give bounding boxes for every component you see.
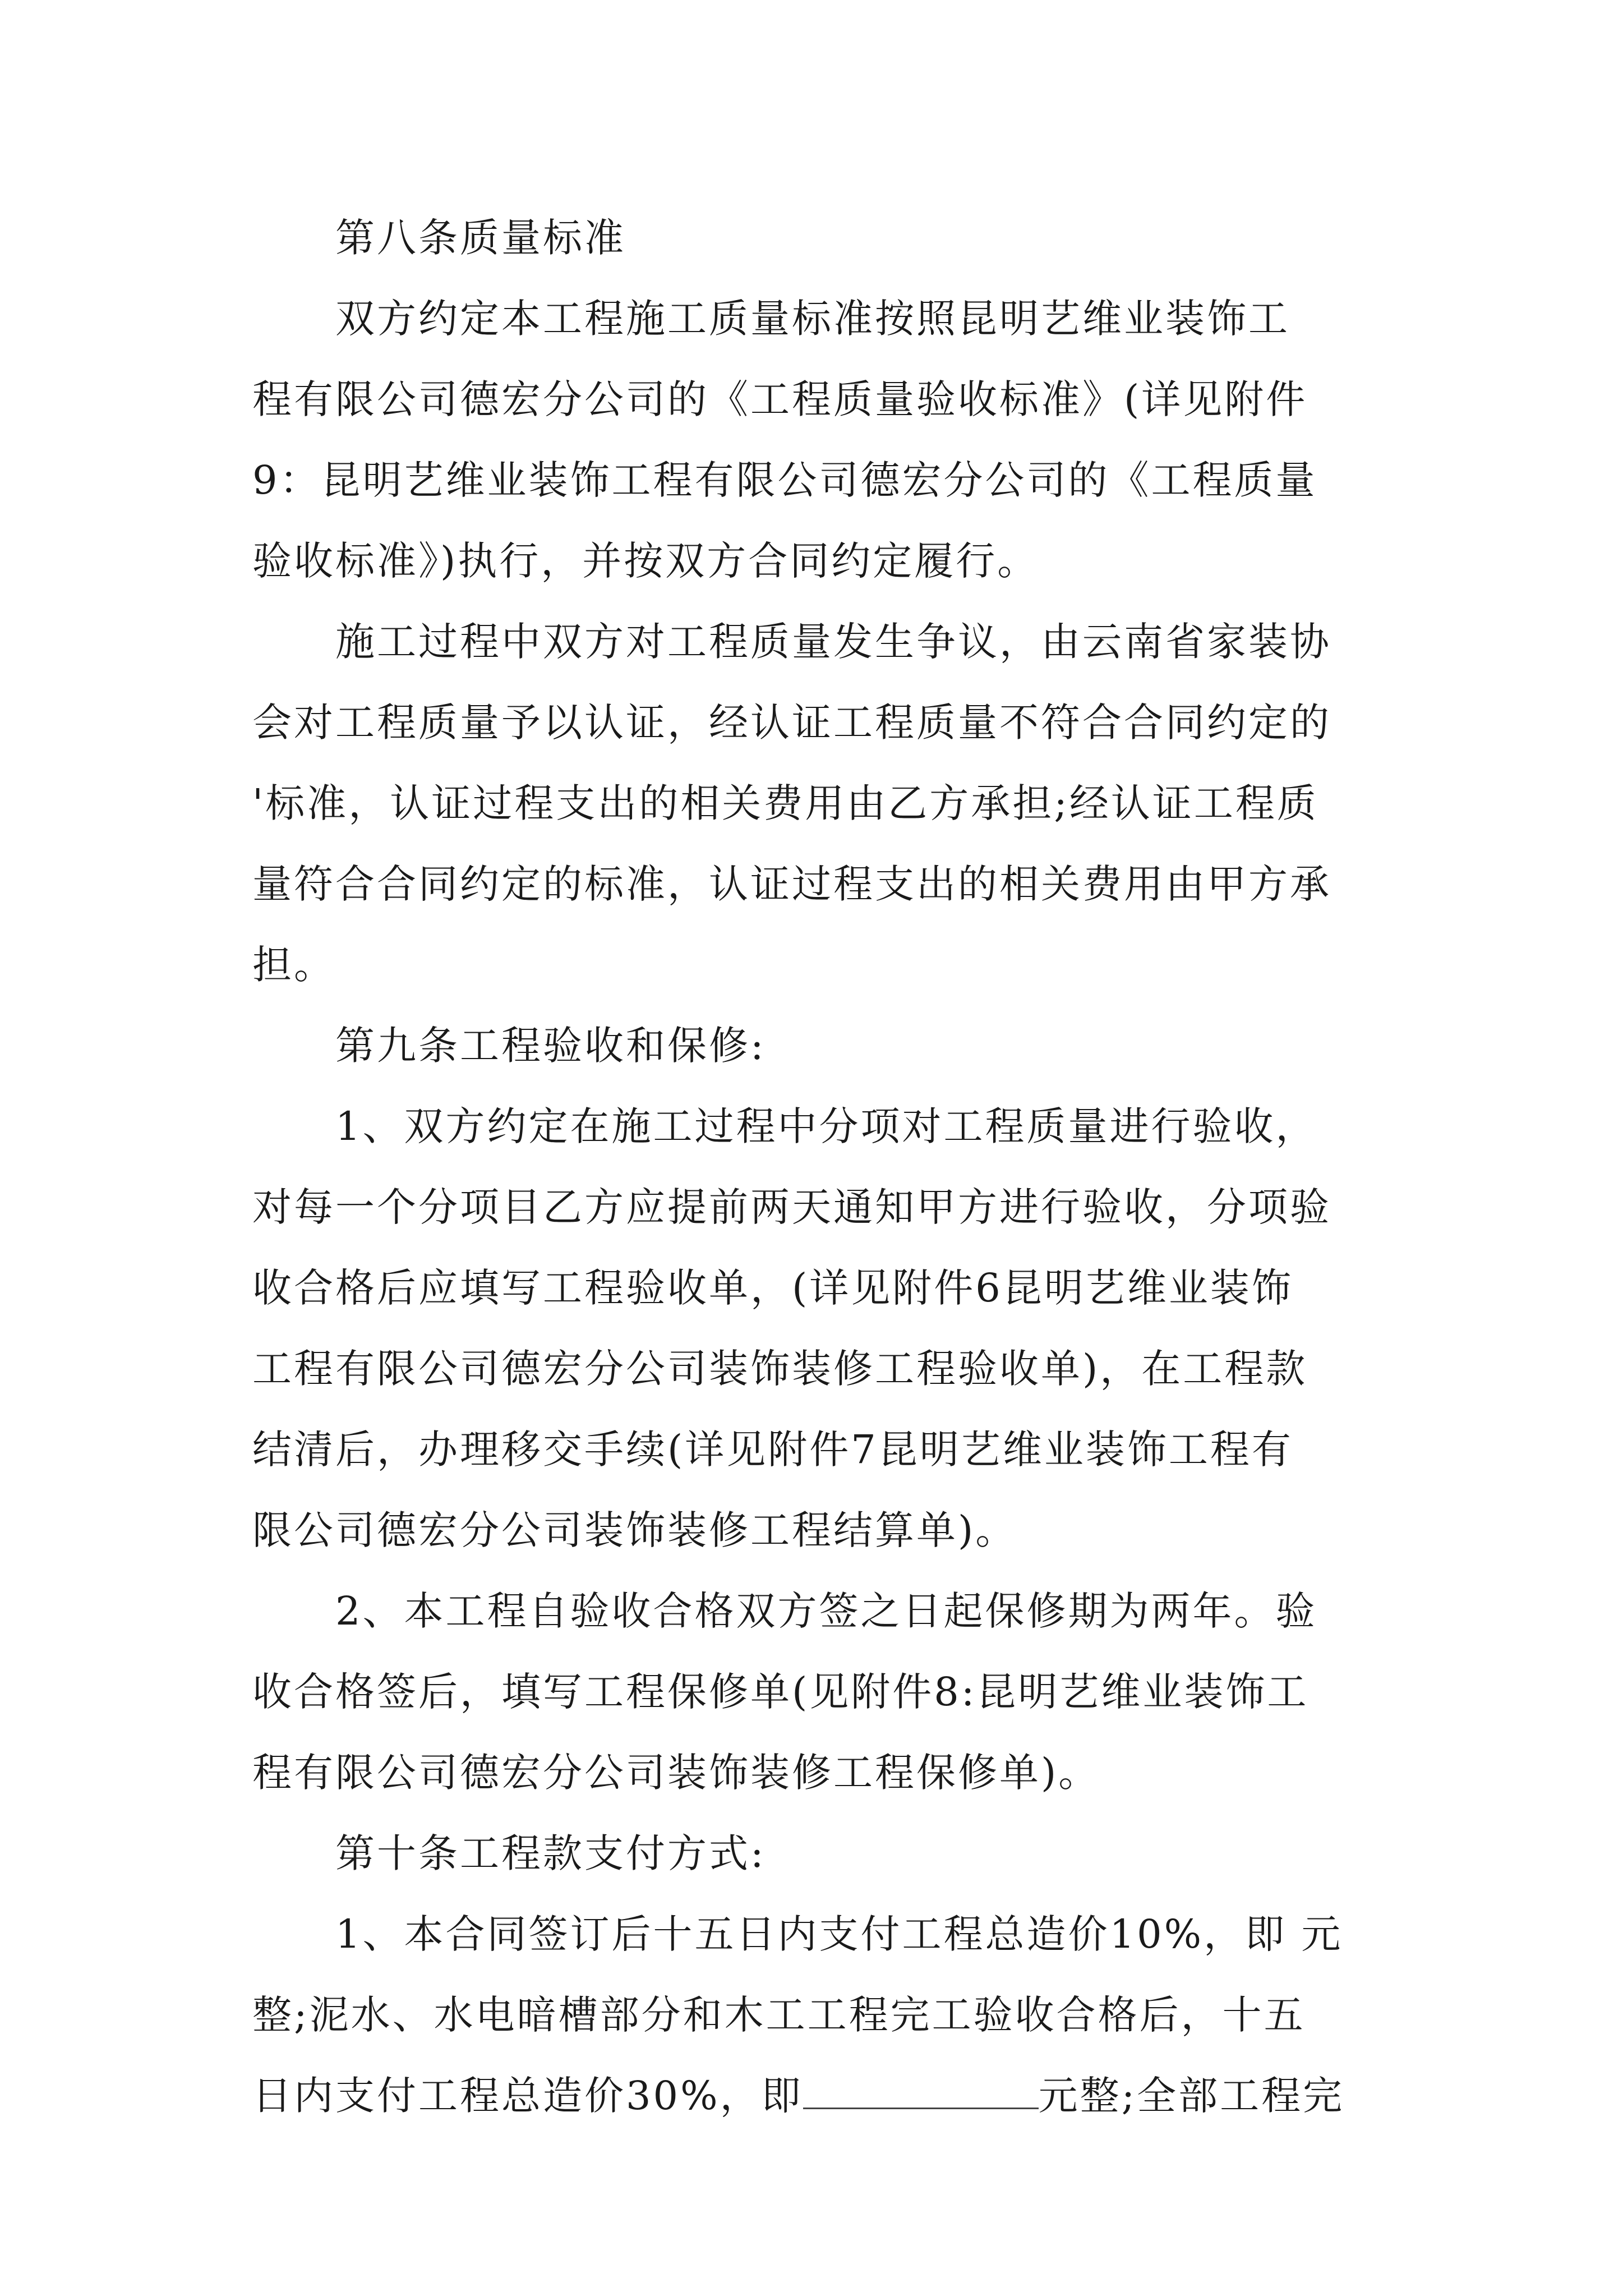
text-line: 双方约定本工程施工质量标准按照昆明艺维业装饰工 [335, 296, 1290, 342]
article-8-heading: 第八条质量标准 [335, 215, 626, 261]
article-8-paragraph-1 [252, 278, 1374, 601]
article-8-paragraph-2 [252, 601, 1374, 1005]
text-line: 担。 [252, 942, 335, 988]
text-line: 收合格签后，填写工程保修单(见附件8:昆明艺维业装饰工 [252, 1669, 1309, 1715]
fill-in-blank [803, 2076, 1039, 2109]
text-segment: 日内支付工程总造价30%，即 [252, 2073, 803, 2119]
text-line-with-blank [252, 2055, 1374, 2136]
text-line: 整;泥水、水电暗槽部分和木工工程完工验收合格后，十五 [252, 1992, 1306, 2038]
text-line: 量符合合同约定的标准，认证过程支出的相关费用由甲方承 [252, 861, 1331, 907]
text-line: 结清后，办理移交手续(详见附件7昆明艺维业装饰工程有 [252, 1427, 1293, 1473]
text-line: 会对工程质量予以认证，经认证工程质量不符合合同约定的 [252, 700, 1331, 746]
text-line: 施工过程中双方对工程质量发生争议，由云南省家装协 [335, 619, 1331, 665]
article-10-heading: 第十条工程款支付方式: [335, 1830, 766, 1876]
text-line: '标准，认证过程支出的相关费用由乙方承担;经认证工程质 [252, 780, 1318, 826]
text-segment: 元整;全部工程完 [1038, 2073, 1345, 2119]
text-line: 9：昆明艺维业装饰工程有限公司德宏分公司的《工程质量 [252, 457, 1317, 503]
text-line: 1、双方约定在施工过程中分项对工程质量进行验收， [335, 1103, 1317, 1149]
document-body [252, 197, 1374, 2136]
text-line: 限公司德宏分公司装饰装修工程结算单)。 [252, 1507, 1017, 1553]
text-line: 2、本工程自验收合格双方签之日起保修期为两年。验 [335, 1588, 1317, 1634]
text-line: 对每一个分项目乙方应提前两天通知甲方进行验收，分项验 [252, 1184, 1331, 1230]
article-10-paragraph-1 [252, 1894, 1374, 2136]
text-line: 收合格后应填写工程验收单，(详见附件6昆明艺维业装饰 [252, 1265, 1293, 1311]
text-line: 工程有限公司德宏分公司装饰装修工程验收单)，在工程款 [252, 1346, 1308, 1392]
text-line: 验收标准》)执行，并按双方合同约定履行。 [252, 538, 1039, 584]
text-line: 1、本合同签订后十五日内支付工程总造价10%，即 元 [335, 1911, 1343, 1957]
text-line: 程有限公司德宏分公司装饰装修工程保修单)。 [252, 1750, 1100, 1796]
text-line: 程有限公司德宏分公司的《工程质量验收标准》(详见附件 [252, 376, 1308, 422]
article-9-paragraph-2 [252, 1571, 1374, 1813]
article-9-paragraph-1 [252, 1086, 1374, 1571]
article-9-heading: 第九条工程验收和保修: [335, 1023, 766, 1069]
